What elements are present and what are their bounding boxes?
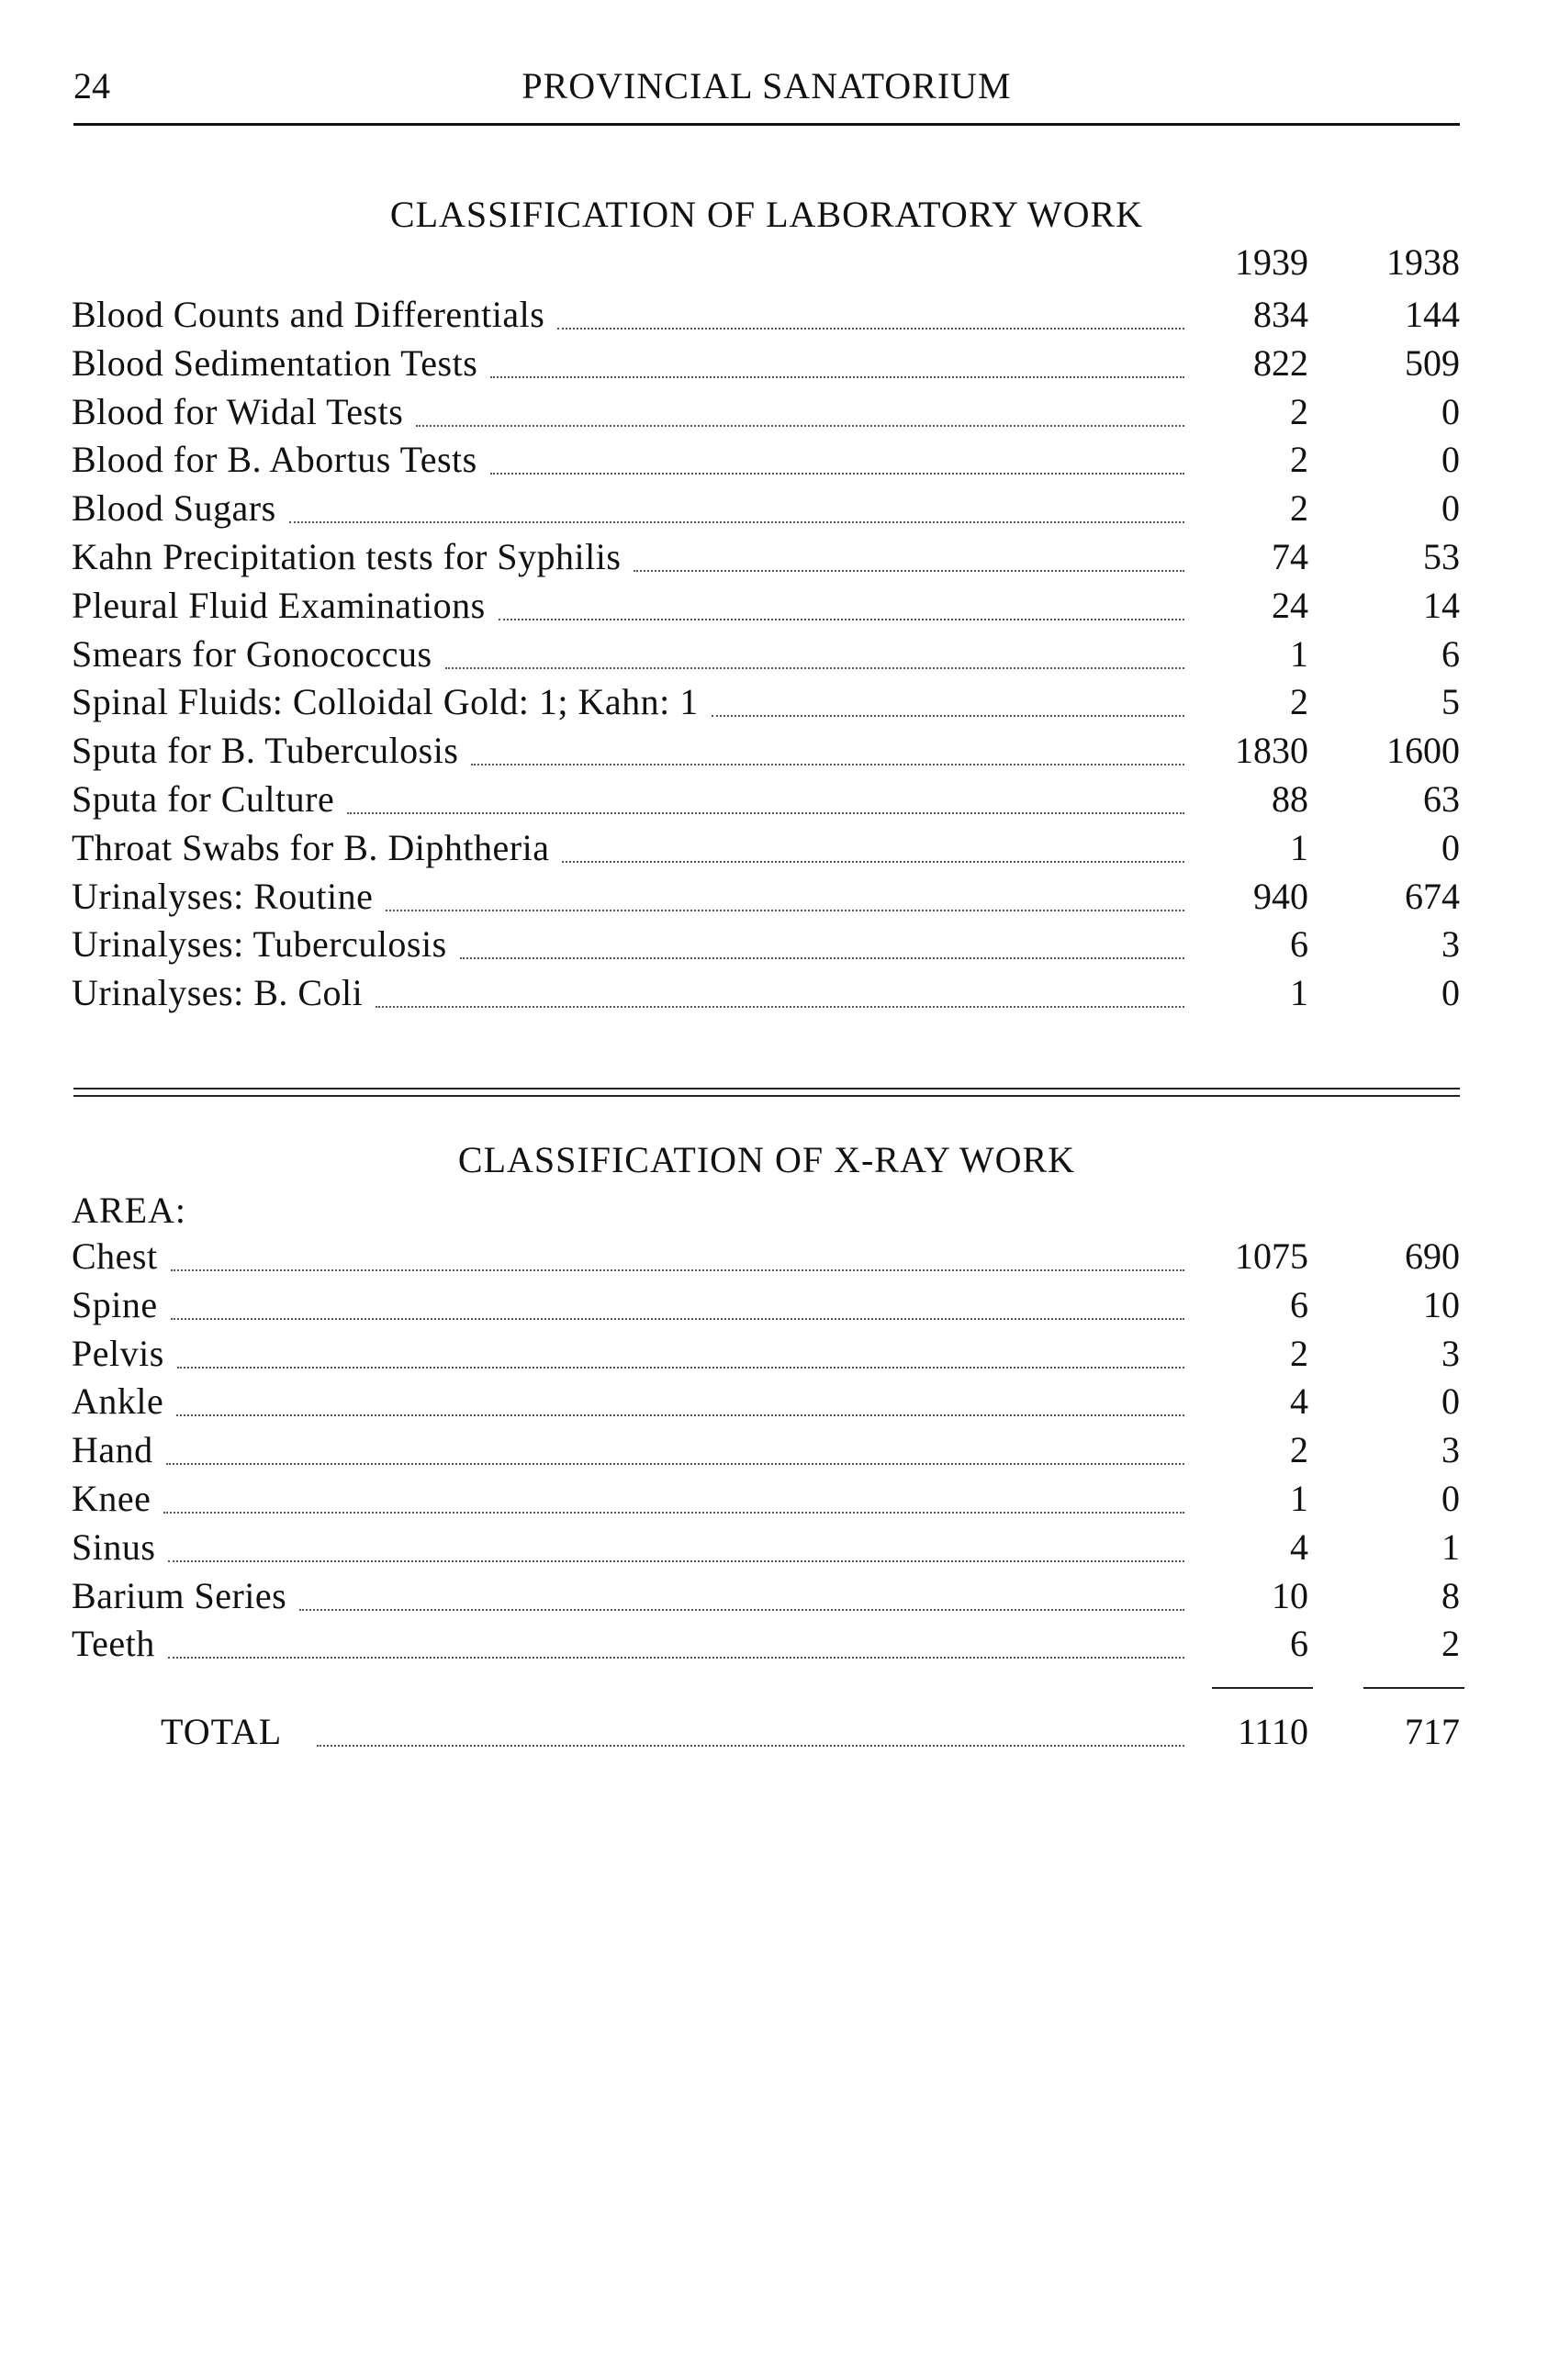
row-label: Teeth (72, 1623, 155, 1665)
value-1939: 6 (1290, 923, 1308, 966)
value-1938: 0 (1441, 390, 1460, 432)
table-row (72, 679, 1460, 727)
row-label: Blood Sugars (72, 487, 276, 530)
row-label: Blood for Widal Tests (72, 390, 404, 432)
dot-leader (445, 667, 1184, 669)
table-row (72, 825, 1460, 873)
table-row (72, 534, 1460, 582)
table-row (72, 1379, 1460, 1426)
dot-leader (289, 521, 1184, 523)
table-row (72, 922, 1460, 969)
dot-leader (166, 1463, 1184, 1465)
row-label: Throat Swabs for B. Diphtheria (72, 826, 550, 868)
value-1939: 834 (1253, 294, 1308, 335)
row-label: Blood Sedimentation Tests (72, 341, 478, 384)
value-1938: 2 (1441, 1623, 1460, 1665)
value-1938: 14 (1423, 584, 1460, 626)
table-row (72, 1525, 1460, 1572)
value-1939: 1 (1290, 826, 1308, 868)
row-label: Blood Counts and Differentials (72, 294, 545, 335)
value-1939: 4 (1290, 1380, 1308, 1423)
value-1938: 3 (1441, 1332, 1460, 1374)
dot-leader (171, 1269, 1184, 1271)
table-row (72, 970, 1460, 1018)
table-row (72, 341, 1460, 388)
value-1938: 1 (1441, 1525, 1460, 1568)
dot-leader (376, 1006, 1184, 1008)
sum-rule-1938 (1363, 1687, 1464, 1689)
table-row (72, 1573, 1460, 1621)
laboratory-section-title: CLASSIFICATION OF LABORATORY WORK (389, 194, 1144, 235)
value-1938: 63 (1423, 778, 1460, 820)
row-label: Ankle (72, 1380, 164, 1423)
dot-leader (386, 910, 1184, 911)
value-1939: 822 (1253, 341, 1308, 384)
dot-leader (471, 764, 1184, 765)
row-label: Urinalyses: Tuberculosis (72, 923, 447, 966)
value-1938: 8 (1441, 1574, 1460, 1616)
row-label: Pleural Fluid Examinations (72, 584, 486, 626)
row-label: Pelvis (72, 1332, 164, 1374)
xray-section-title: CLASSIFICATION OF X-RAY WORK (457, 1139, 1076, 1180)
total-1939: 1110 (1237, 1711, 1308, 1752)
value-1938: 0 (1441, 487, 1460, 530)
value-1939: 2 (1290, 681, 1308, 723)
row-label: Kahn Precipitation tests for Syphilis (72, 536, 622, 577)
row-label: Sinus (72, 1525, 156, 1568)
value-1938: 509 (1405, 341, 1460, 384)
row-label: Barium Series (72, 1574, 287, 1616)
value-1938: 1600 (1386, 730, 1460, 772)
value-1938: 3 (1441, 923, 1460, 966)
dot-leader (163, 1512, 1184, 1514)
area-label: AREA: (72, 1190, 186, 1231)
value-1939: 1 (1290, 632, 1308, 675)
value-1938: 0 (1441, 972, 1460, 1014)
running-title: PROVINCIAL SANATORIUM (522, 65, 1012, 106)
table-row (72, 874, 1460, 922)
value-1939: 6 (1290, 1623, 1308, 1665)
value-1938: 674 (1405, 875, 1460, 917)
value-1939: 4 (1290, 1525, 1308, 1568)
table-row (72, 292, 1460, 340)
value-1939: 1830 (1235, 730, 1308, 772)
table-row (72, 728, 1460, 776)
sum-rule-1939 (1212, 1687, 1313, 1689)
table-row (72, 1282, 1460, 1330)
row-label: Urinalyses: Routine (72, 875, 374, 917)
value-1939: 1075 (1235, 1235, 1308, 1277)
table-row (72, 437, 1460, 485)
value-1938: 5 (1441, 681, 1460, 723)
table-row (72, 1621, 1460, 1669)
dot-leader (171, 1318, 1184, 1320)
value-1938: 144 (1405, 294, 1460, 335)
dot-leader (177, 1367, 1184, 1369)
value-1938: 6 (1441, 632, 1460, 675)
dot-leader (562, 861, 1184, 863)
table-row (72, 631, 1460, 679)
value-1938: 690 (1405, 1235, 1460, 1277)
value-1939: 1 (1290, 972, 1308, 1014)
value-1939: 88 (1272, 778, 1308, 820)
row-label: Blood for B. Abortus Tests (72, 439, 477, 481)
total-1938: 717 (1405, 1711, 1460, 1752)
row-label: Smears for Gonococcus (72, 632, 432, 675)
value-1939: 6 (1290, 1283, 1308, 1325)
value-1938: 0 (1441, 826, 1460, 868)
row-label: Urinalyses: B. Coli (72, 972, 364, 1014)
section-divider-bottom (73, 1095, 1460, 1097)
dot-leader (712, 715, 1184, 717)
table-row (72, 583, 1460, 631)
dot-leader (490, 473, 1184, 475)
value-1939: 24 (1272, 584, 1308, 626)
column-header-1938: 1938 (1386, 241, 1460, 283)
dot-leader (168, 1560, 1184, 1562)
value-1939: 2 (1290, 390, 1308, 432)
value-1939: 2 (1290, 1429, 1308, 1471)
dot-leader (416, 425, 1184, 427)
row-label: Sputa for Culture (72, 778, 335, 820)
total-label: TOTAL (161, 1711, 283, 1752)
row-label: Hand (72, 1429, 153, 1471)
header-rule (73, 123, 1460, 126)
table-row (72, 1331, 1460, 1379)
value-1938: 3 (1441, 1429, 1460, 1471)
dot-leader (168, 1657, 1184, 1659)
row-label: Spinal Fluids: Colloidal Gold: 1; Kahn: 1 (72, 681, 699, 723)
table-row (72, 389, 1460, 437)
row-label: Chest (72, 1235, 158, 1277)
value-1938: 0 (1441, 1478, 1460, 1519)
value-1939: 74 (1272, 536, 1308, 577)
table-row (72, 1476, 1460, 1524)
value-1938: 0 (1441, 439, 1460, 481)
value-1938: 0 (1441, 1380, 1460, 1423)
dot-leader (634, 570, 1184, 572)
value-1939: 940 (1253, 875, 1308, 917)
value-1939: 2 (1290, 487, 1308, 530)
page-number: 24 (73, 65, 110, 106)
value-1939: 2 (1290, 439, 1308, 481)
table-row (72, 1427, 1460, 1475)
value-1938: 53 (1423, 536, 1460, 577)
total-row (161, 1709, 1460, 1757)
dot-leader (499, 619, 1184, 620)
dot-leader (490, 376, 1184, 378)
dot-leader (299, 1609, 1184, 1611)
value-1939: 10 (1272, 1574, 1308, 1616)
table-row (72, 777, 1460, 824)
dot-leader (317, 1745, 1184, 1747)
dot-leader (347, 812, 1184, 814)
value-1938: 10 (1423, 1283, 1460, 1325)
table-row (72, 1234, 1460, 1281)
page-header (73, 64, 1460, 119)
dot-leader (460, 957, 1184, 959)
row-label: Sputa for B. Tuberculosis (72, 730, 459, 772)
value-1939: 2 (1290, 1332, 1308, 1374)
dot-leader (557, 328, 1184, 330)
column-header-1939: 1939 (1235, 241, 1308, 283)
section-divider-top (73, 1088, 1460, 1089)
row-label: Spine (72, 1283, 158, 1325)
value-1939: 1 (1290, 1478, 1308, 1519)
row-label: Knee (72, 1478, 151, 1519)
dot-leader (176, 1414, 1184, 1416)
table-row (72, 486, 1460, 533)
